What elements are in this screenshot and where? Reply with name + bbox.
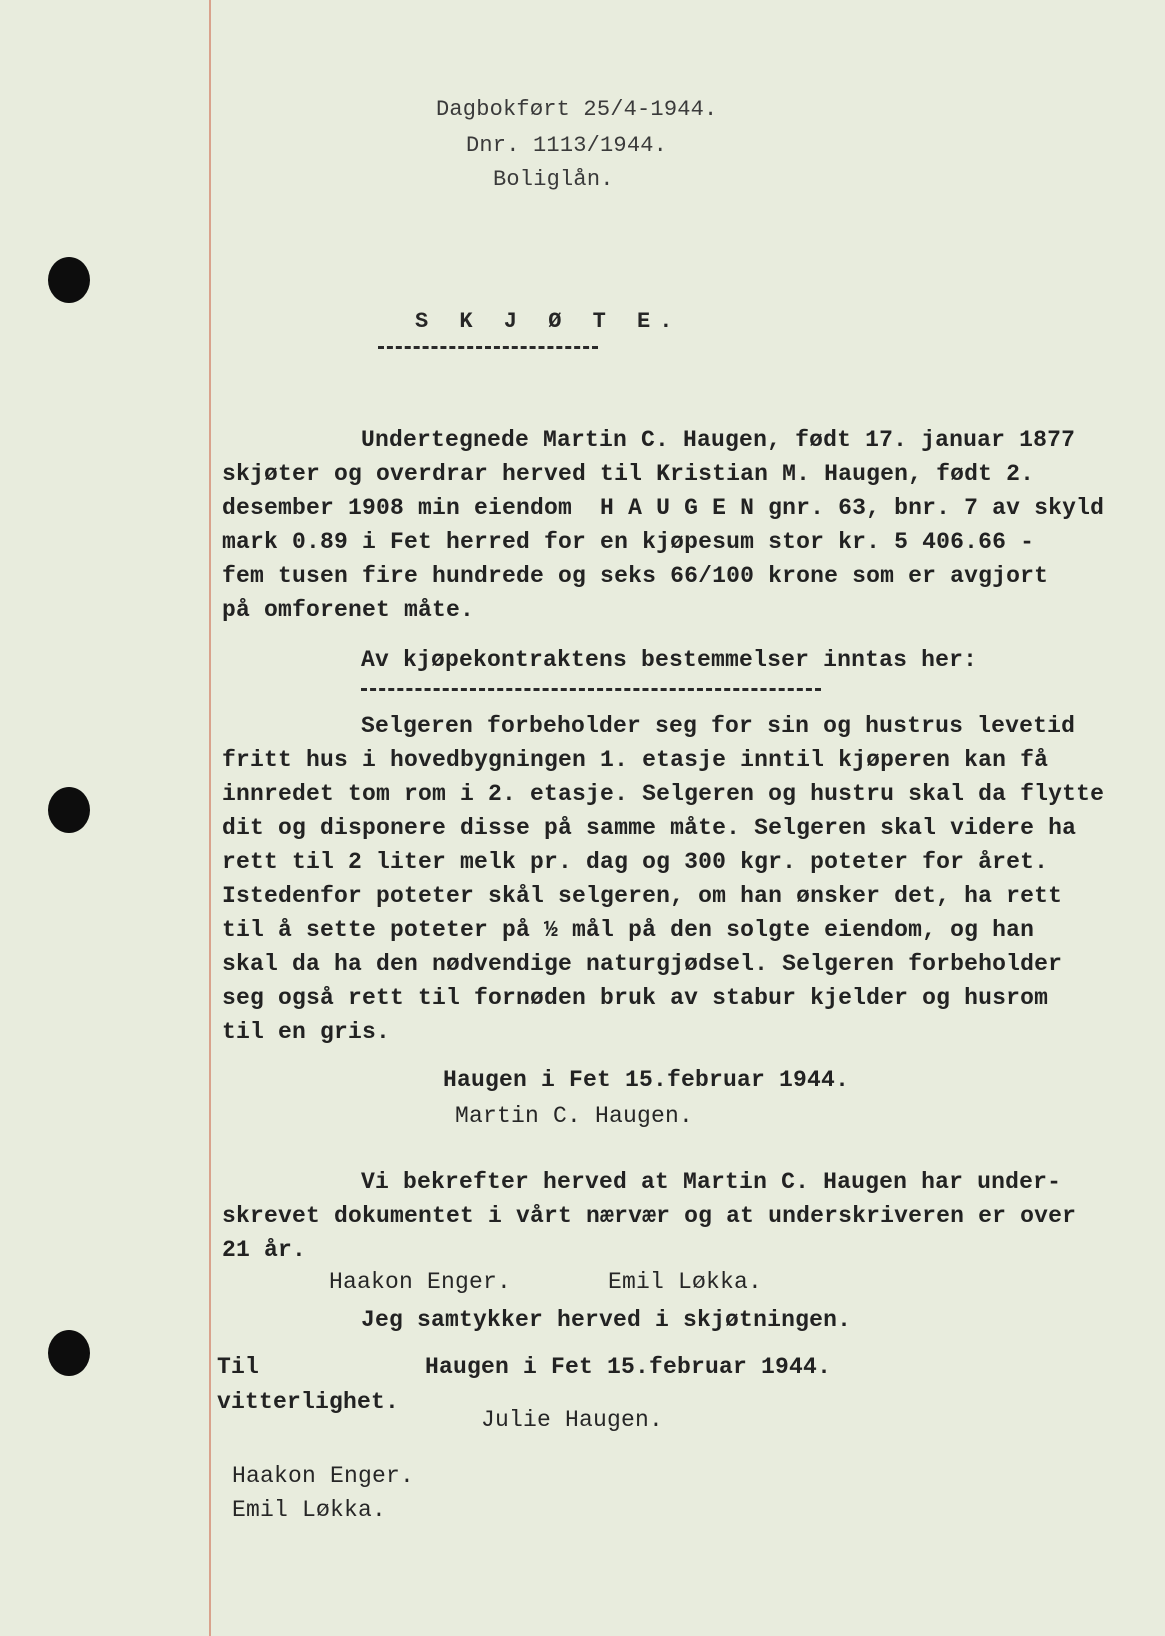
- witness-name-1: Haakon Enger.: [329, 1269, 512, 1295]
- loan-category: Boliglån.: [493, 167, 614, 192]
- punch-hole-top: [48, 257, 90, 303]
- body-line-6: på omforenet måte.: [222, 597, 475, 623]
- excerpt-line-5: rett til 2 liter melk pr. dag og 300 kgr. poteter for året.: [222, 849, 1049, 875]
- excerpt-line-7: til å sette poteter på ½ mål på den solgte eiendom, og han: [222, 917, 1035, 943]
- punch-hole-middle: [48, 787, 90, 833]
- attest-label-vitterlighet: vitterlighet.: [217, 1389, 400, 1415]
- title-underline: [378, 346, 598, 349]
- witness-statement-line-3: 21 år.: [222, 1237, 307, 1263]
- excerpt-line-6: Istedenfor poteter skål selgeren, om han ønsker det, ha rett: [222, 883, 1063, 909]
- body-line-3: desember 1908 min eiendom H A U G E N gnr. 63, bnr. 7 av skyld: [222, 495, 1105, 521]
- attest-label-til: Til: [217, 1354, 260, 1380]
- excerpt-line-4: dit og disponere disse på samme måte. Selgeren skal videre ha: [222, 815, 1077, 841]
- witness-name-2: Emil Løkka.: [608, 1269, 763, 1295]
- margin-line: [209, 0, 211, 1636]
- excerpt-line-2: fritt hus i hovedbygningen 1. etasje inntil kjøperen kan få: [222, 747, 1049, 773]
- attest-witness-2: Emil Løkka.: [232, 1497, 387, 1523]
- body-line-4: mark 0.89 i Fet herred for en kjøpesum stor kr. 5 406.66 -: [222, 529, 1035, 555]
- excerpt-underline: [361, 688, 821, 691]
- diary-number: Dnr. 1113/1944.: [466, 133, 668, 158]
- seller-signature: Martin C. Haugen.: [455, 1103, 694, 1129]
- consent-place-date: Haugen i Fet 15.februar 1944.: [425, 1354, 832, 1380]
- excerpt-line-9: seg også rett til fornøden bruk av stabur kjelder og husrom: [222, 985, 1049, 1011]
- excerpt-heading: Av kjøpekontraktens bestemmelser inntas her:: [361, 647, 978, 673]
- seller-place-date: Haugen i Fet 15.februar 1944.: [443, 1067, 850, 1093]
- witness-statement-line-1: Vi bekrefter herved at Martin C. Haugen har under-: [361, 1169, 1062, 1195]
- excerpt-line-10: til en gris.: [222, 1019, 391, 1045]
- excerpt-line-1: Selgeren forbeholder seg for sin og hustrus levetid: [361, 713, 1076, 739]
- body-line-5: fem tusen fire hundrede og seks 66/100 krone som er avgjort: [222, 563, 1049, 589]
- diary-date: Dagbokført 25/4-1944.: [436, 97, 718, 122]
- excerpt-line-8: skal da ha den nødvendige naturgjødsel. Selgeren forbeholder: [222, 951, 1063, 977]
- witness-statement-line-2: skrevet dokumentet i vårt nærvær og at underskriveren er over: [222, 1203, 1077, 1229]
- consent-signature: Julie Haugen.: [481, 1407, 664, 1433]
- body-line-1: Undertegnede Martin C. Haugen, født 17. januar 1877: [361, 427, 1076, 453]
- document-title: S K J Ø T E.: [415, 309, 682, 334]
- consent-statement: Jeg samtykker herved i skjøtningen.: [361, 1307, 852, 1333]
- body-line-2: skjøter og overdrar herved til Kristian M. Haugen, født 2.: [222, 461, 1035, 487]
- punch-hole-bottom: [48, 1330, 90, 1376]
- attest-witness-1: Haakon Enger.: [232, 1463, 415, 1489]
- excerpt-line-3: innredet tom rom i 2. etasje. Selgeren og hustru skal da flytte: [222, 781, 1105, 807]
